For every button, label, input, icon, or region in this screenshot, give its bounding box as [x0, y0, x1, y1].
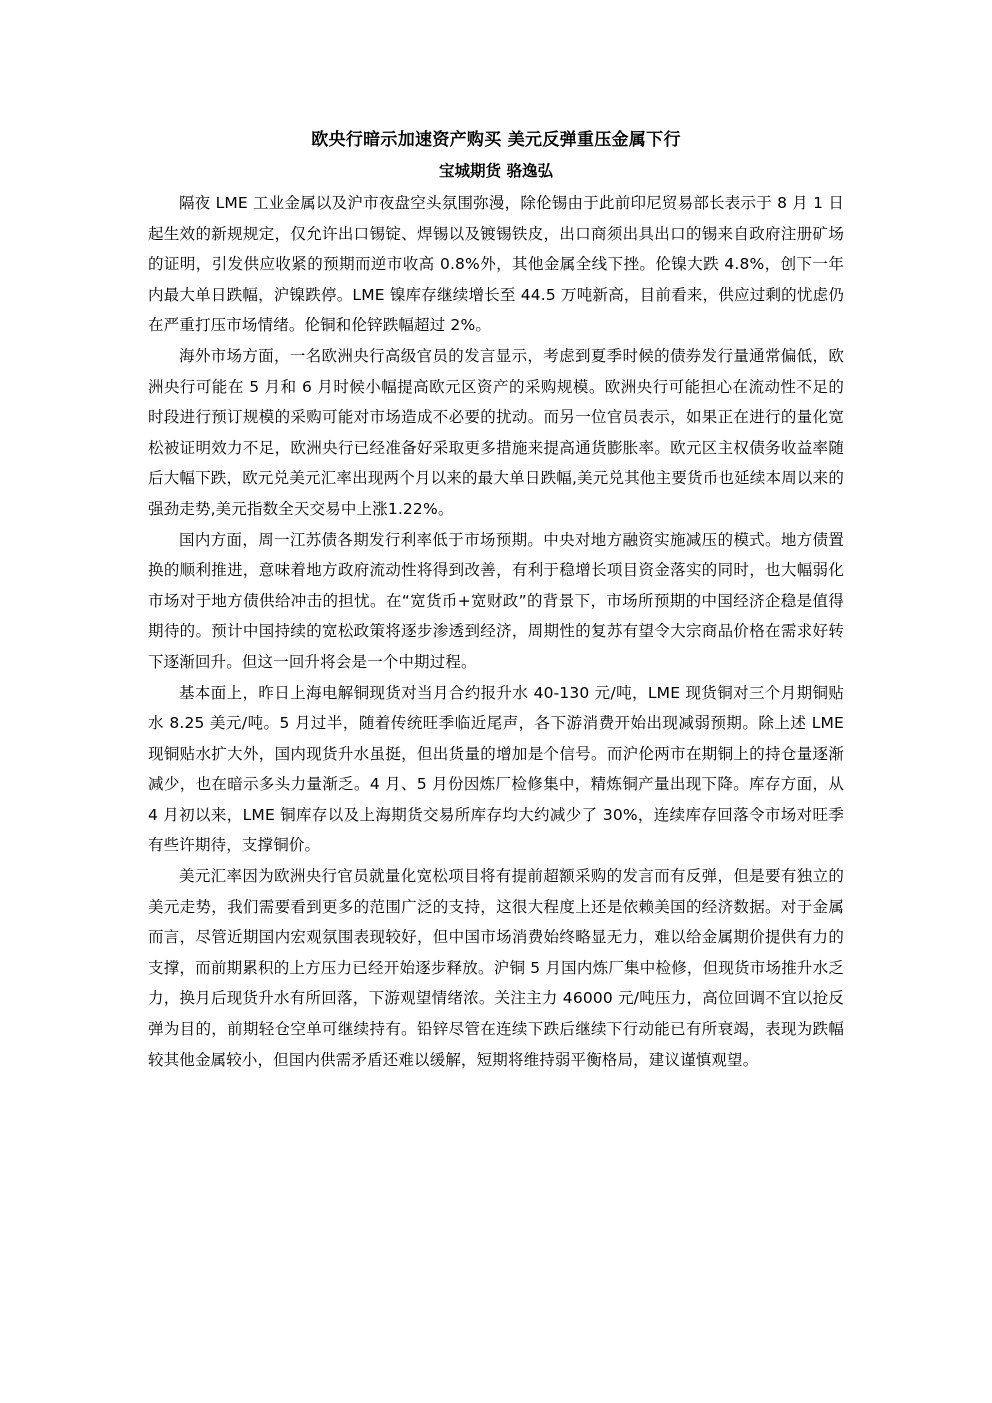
paragraph-fundamentals: 基本面上，昨日上海电解铜现货对当月合约报升水 40-130 元/吨，LME 现货铜对三个月期铜贴水 8.25 美元/吨。5 月过半，随着传统旺季临近尾声，各下游消费开始出现减弱预期。除上述 LME 现铜贴水扩大外，国内现货升水虽挺，但出货量的增加是个信号。而沪伦两市在期铜上的持仓量逐渐减少，也在暗示多头力量渐乏。4 月、5 月份因炼厂检修集中，精炼铜产量出现下降。库存方面，从 4 月初以来，LME 铜库存以及上海期货交易所库存均大约减少了 30%，连续库存回落令市场对旺季有些许期待，支撑铜价。	[148, 683, 844, 855]
paragraph-lme-overnight: 隔夜 LME 工业金属以及沪市夜盘空头氛围弥漫，除伦锡由于此前印尼贸易部长表示于 8 月 1 日起生效的新规规定，仅允许出口锡锭、焊锡以及镀锡铁皮，出口商须出具出口的锡来自政府注册矿场的证明，引发供应收紧的预期而逆市收高 0.8%外，其他金属全线下挫。伦镍大跌 4.8%，创下一年内最大单日跌幅，沪镍跌停。LME 镍库存继续增长至 44.5 万吨新高，目前看来，供应过剩的忧虑仍在严重打压市场情绪。伦铜和伦锌跌幅超过 2%。	[148, 194, 844, 335]
author-byline: 宝城期货 骆逸弘	[439, 162, 553, 180]
document-title: 欧央行暗示加速资产购买 美元反弹重压金属下行	[311, 130, 681, 150]
paragraph-outlook: 美元汇率因为欧洲央行官员就量化宽松项目将有提前超额采购的发言而有反弹，但是要有独立的美元走势，我们需要看到更多的范围广泛的支持，这很大程度上还是依赖美国的经济数据。对于金属而言，尽管近期国内宏观氛围表现较好，但中国市场消费始终略显无力，难以给金属期价提供有力的支撑，而前期累积的上方压力已经开始逐步释放。沪铜 5 月国内炼厂集中检修，但现货市场推升水乏力，换月后现货升水有所回落，下游观望情绪浓。关注主力 46000 元/吨压力，高位回调不宜以抢反弹为目的，前期轻仓空单可继续持有。铅锌尽管在连续下跌后继续下行动能已有所衰竭，表现为跌幅较其他金属较小，但国内供需矛盾还难以缓解，短期将维持弱平衡格局，建议谨慎观望。	[148, 867, 844, 1069]
paragraph-overseas-market: 海外市场方面，一名欧洲央行高级官员的发言显示，考虑到夏季时候的债券发行量通常偏低，欧洲央行可能在 5 月和 6 月时候小幅提高欧元区资产的采购规模。欧洲央行可能担心在流动性不足的时段进行预订规模的采购可能对市场造成不必要的扰动。而另一位官员表示，如果正在进行的量化宽松被证明效力不足，欧洲央行已经准备好采取更多措施来提高通货膨胀率。欧元区主权债务收益率随后大幅下跌，欧元兑美元汇率出现两个月以来的最大单日跌幅,美元兑其他主要货币也延续本周以来的强劲走势,美元指数全天交易中上涨1.22%。	[148, 346, 844, 518]
document-page	[148, 124, 844, 1075]
paragraph-domestic: 国内方面，周一江苏债各期发行利率低于市场预期。中央对地方融资实施减压的模式。地方债置换的顺利推进，意味着地方政府流动性将得到改善，有利于稳增长项目资金落实的同时，也大幅弱化市场对于地方债供给冲击的担忧。在“宽货币+宽财政”的背景下，市场所预期的中国经济企稳是值得期待的。预计中国持续的宽松政策将逐步渗透到经济，周期性的复苏有望令大宗商品价格在需求好转下逐渐回升。但这一回升将会是一个中期过程。	[148, 530, 844, 671]
